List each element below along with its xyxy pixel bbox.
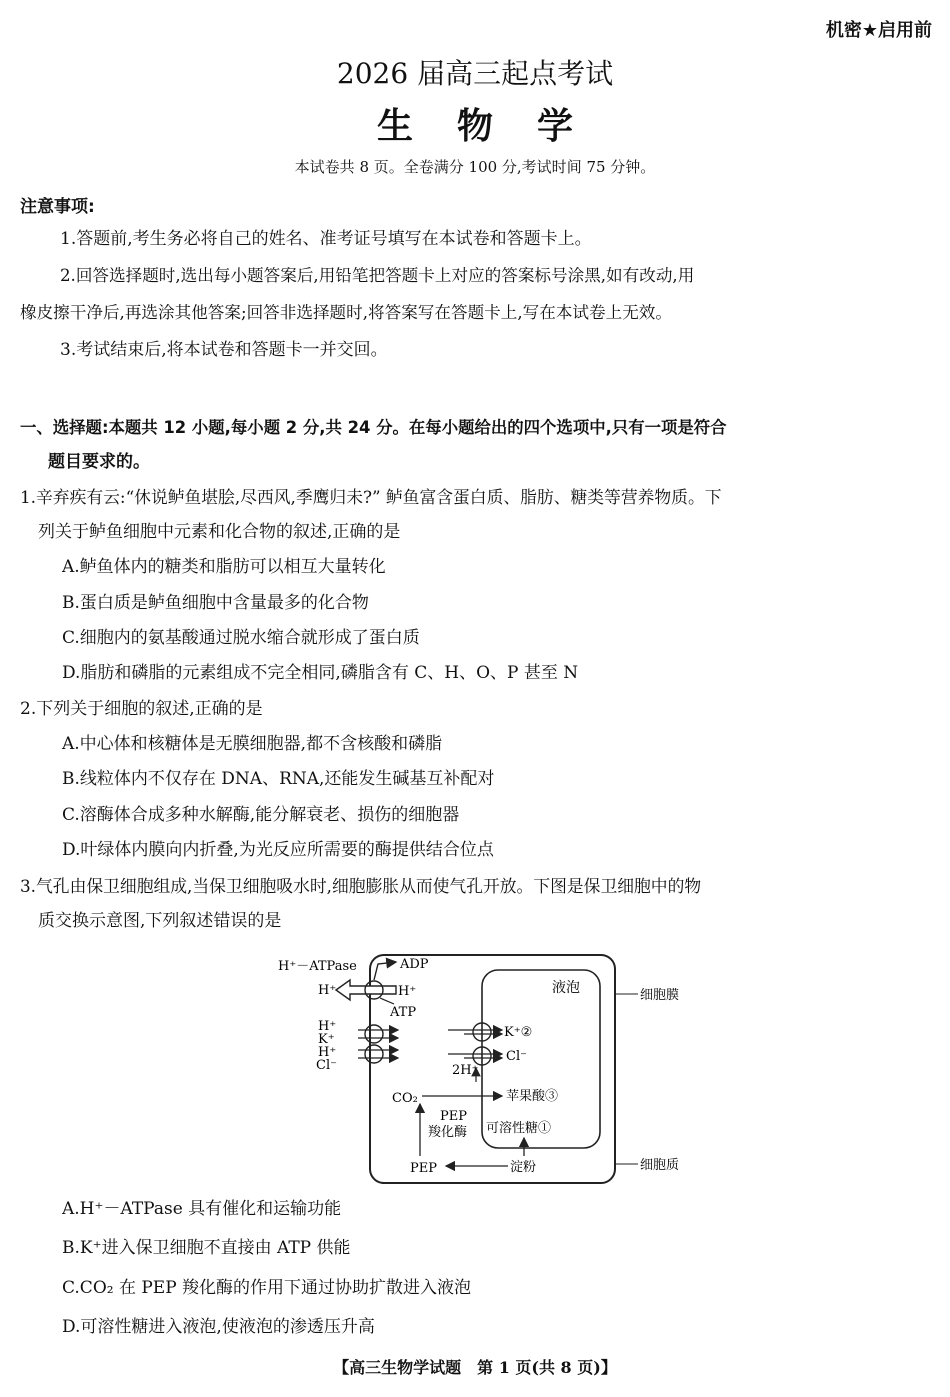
adp-label: ADP	[400, 957, 429, 972]
atp-line	[380, 998, 394, 1004]
q2-option-d: D.叶绿体内膜向内折叠,为光反应所需要的酶提供结合位点	[62, 840, 494, 860]
h-out-label: H⁺	[318, 983, 337, 998]
ion-label-3: H⁺	[318, 1045, 337, 1060]
hollow-arrow	[336, 980, 396, 1000]
q1-option-c: C.细胞内的氨基酸通过脱水缩合就形成了蛋白质	[62, 628, 420, 648]
pep-enzyme-label-1: PEP	[440, 1109, 467, 1124]
notice-item-2: 2.回答选择题时,选出每小题答案后,用铅笔把答题卡上对应的答案标号涂黑,如有改动,用	[60, 266, 695, 285]
guard-cell-diagram	[270, 950, 690, 1190]
q2-option-c: C.溶酶体合成多种水解酶,能分解衰老、损伤的细胞器	[62, 805, 460, 825]
notice-item-1: 1.答题前,考生务必将自己的姓名、准考证号填写在本试卷和答题卡上。	[60, 229, 592, 249]
ion-label-2: K⁺	[318, 1032, 335, 1047]
confidential-mark: 机密★启用前	[825, 20, 932, 41]
q3-option-c: C.CO₂ 在 PEP 羧化酶的作用下通过协助扩散进入液泡	[62, 1278, 472, 1298]
exam-info: 本试卷共 8 页。全卷满分 100 分,考试时间 75 分钟。	[294, 158, 656, 176]
atp-label: ATP	[390, 1005, 417, 1020]
starch-label: 淀粉	[510, 1160, 537, 1175]
q2-option-a: A.中心体和核糖体是无膜细胞器,都不含核酸和磷脂	[62, 734, 443, 754]
transporter-1	[365, 1025, 383, 1043]
q1-stem-cont: 列关于鲈鱼细胞中元素和化合物的叙述,正确的是	[38, 522, 401, 542]
ion-label-1: H⁺	[318, 1019, 337, 1034]
q3-stem: 3.气孔由保卫细胞组成,当保卫细胞吸水时,细胞膨胀从而使气孔开放。下图是保卫细胞中的物	[20, 876, 702, 896]
co2-label: CO₂	[392, 1091, 418, 1106]
membrane-label: 细胞膜	[640, 988, 680, 1003]
notice-item-3: 3.考试结束后,将本试卷和答题卡一并交回。	[60, 340, 388, 360]
malate-label: 苹果酸③	[506, 1089, 559, 1104]
h-in-label: H⁺	[398, 984, 417, 999]
exam-title: 2026 届高三起点考试	[336, 57, 614, 90]
notice-heading: 注意事项:	[20, 197, 95, 217]
q3-stem-cont: 质交换示意图,下列叙述错误的是	[38, 911, 282, 931]
transporter-2	[365, 1045, 383, 1063]
section-heading: 一、选择题:本题共 12 小题,每小题 2 分,共 24 分。在每小题给出的四个选项中,只有一项是符合	[20, 418, 727, 437]
cytoplasm-label: 细胞质	[640, 1158, 680, 1173]
q1-option-a: A.鲈鱼体内的糖类和脂肪可以相互大量转化	[62, 557, 386, 577]
vacuole-label: 液泡	[552, 980, 580, 996]
q2-stem: 2.下列关于细胞的叙述,正确的是	[20, 699, 263, 719]
k2-label: K⁺②	[504, 1025, 533, 1040]
h2-label: 2H⁺	[452, 1063, 479, 1078]
q1-stem: 1.辛弃疾有云:“休说鲈鱼堪脍,尽西风,季鹰归未?” 鲈鱼富含蛋白质、脂肪、糖类等营养物质。下	[20, 487, 722, 507]
adp-arrow	[374, 962, 396, 980]
q3-option-a: A.H⁺－ATPase 具有催化和运输功能	[62, 1199, 342, 1219]
pep-enzyme-label-2: 羧化酶	[428, 1125, 468, 1140]
q3-option-b: B.K⁺进入保卫细胞不直接由 ATP 供能	[62, 1238, 351, 1258]
section-heading-cont: 题目要求的。	[48, 452, 150, 472]
notice-item-2-cont: 橡皮擦干净后,再选涂其他答案;回答非选择题时,将答案写在答题卡上,写在本试卷上无效。	[20, 303, 672, 322]
cl-label: Cl⁻	[506, 1049, 527, 1064]
ion-label-4: Cl⁻	[316, 1058, 337, 1073]
atpase-label: H⁺－ATPase	[278, 959, 357, 974]
subject-title: 生物学	[376, 105, 617, 147]
pep-label: PEP	[410, 1161, 437, 1176]
q2-option-b: B.线粒体内不仅存在 DNA、RNA,还能发生碱基互补配对	[62, 769, 495, 789]
q1-option-b: B.蛋白质是鲈鱼细胞中含量最多的化合物	[62, 593, 369, 613]
soluble-sugar-label: 可溶性糖①	[486, 1121, 552, 1136]
q1-option-d: D.脂肪和磷脂的元素组成不完全相同,磷脂含有 C、H、O、P 甚至 N	[62, 663, 579, 683]
page-footer: 【高三生物学试题 第 1 页(共 8 页)】	[333, 1358, 617, 1377]
q3-option-d: D.可溶性糖进入液泡,使液泡的渗透压升高	[62, 1317, 375, 1337]
